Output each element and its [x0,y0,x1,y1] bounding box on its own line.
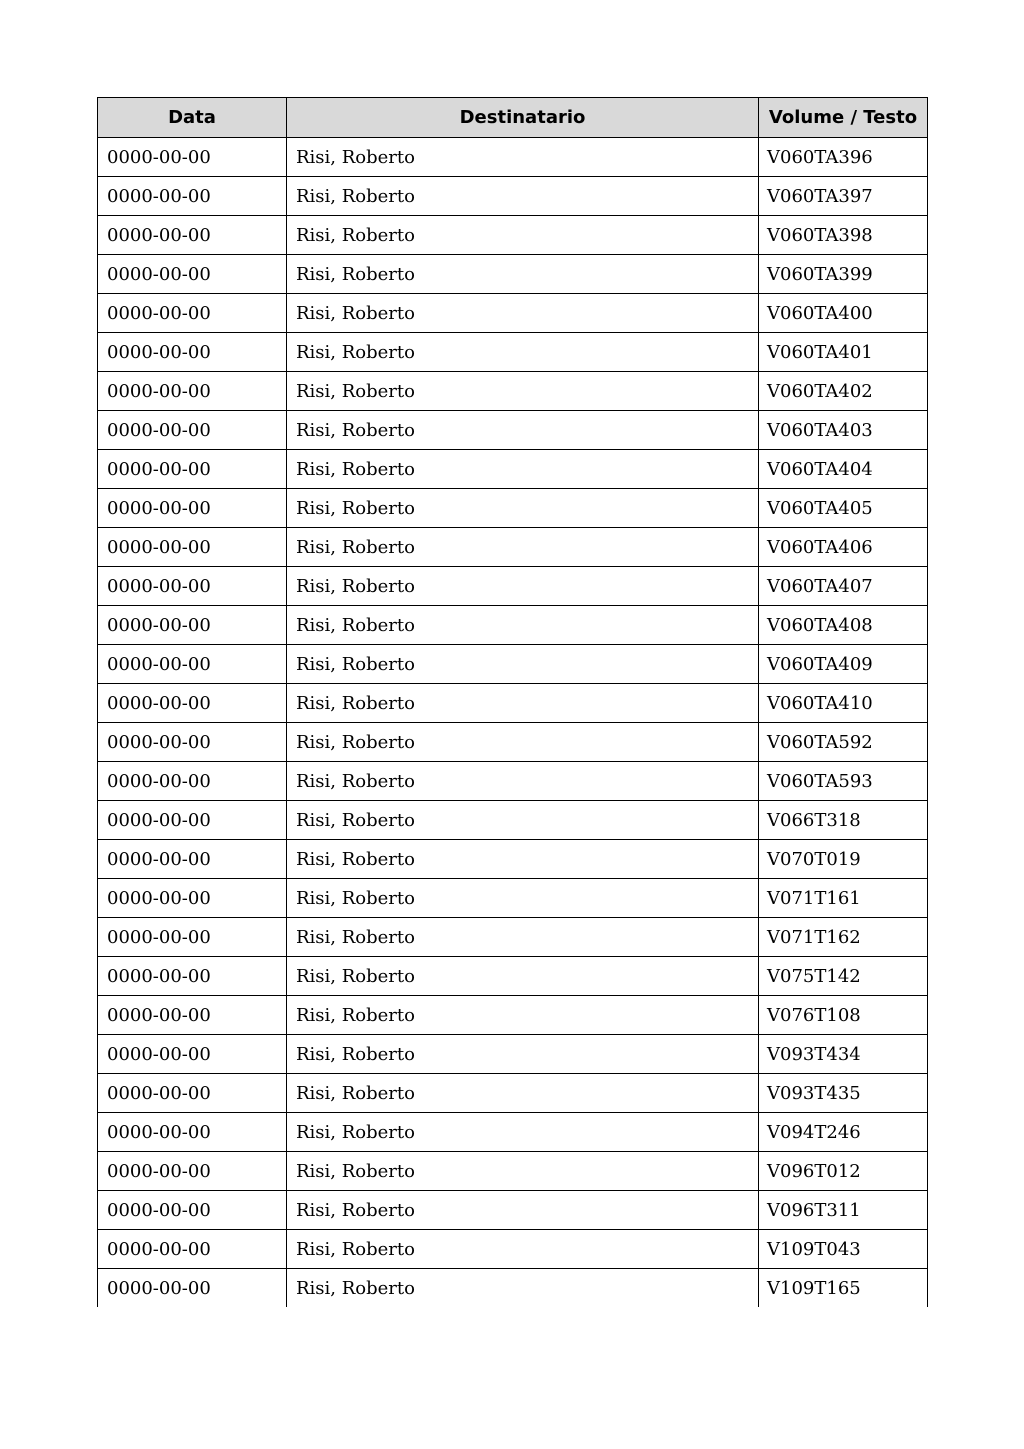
table-row [98,645,928,684]
table-row [98,762,928,801]
table-row [98,567,928,606]
cell-volume-testo: V076T108 [759,996,928,1035]
table-row [98,840,928,879]
cell-data: 0000-00-00 [98,1113,287,1152]
cell-destinatario: Risi, Roberto [287,489,759,528]
table-row [98,450,928,489]
cell-data: 0000-00-00 [98,177,287,216]
cell-data: 0000-00-00 [98,450,287,489]
cell-destinatario: Risi, Roberto [287,1269,759,1308]
cell-destinatario: Risi, Roberto [287,255,759,294]
cell-destinatario: Risi, Roberto [287,1152,759,1191]
cell-volume-testo: V109T043 [759,1230,928,1269]
cell-destinatario: Risi, Roberto [287,606,759,645]
table-row [98,1152,928,1191]
table-row [98,333,928,372]
cell-destinatario: Risi, Roberto [287,177,759,216]
cell-volume-testo: V060TA408 [759,606,928,645]
cell-data: 0000-00-00 [98,567,287,606]
table-row [98,138,928,177]
cell-volume-testo: V096T311 [759,1191,928,1230]
table-row [98,1074,928,1113]
cell-volume-testo: V060TA405 [759,489,928,528]
cell-destinatario: Risi, Roberto [287,1035,759,1074]
table-row [98,801,928,840]
cell-volume-testo: V071T162 [759,918,928,957]
table-row [98,957,928,996]
cell-data: 0000-00-00 [98,1269,287,1308]
cell-data: 0000-00-00 [98,606,287,645]
cell-data: 0000-00-00 [98,528,287,567]
cell-volume-testo: V060TA397 [759,177,928,216]
cell-data: 0000-00-00 [98,255,287,294]
cell-data: 0000-00-00 [98,879,287,918]
cell-data: 0000-00-00 [98,1074,287,1113]
cell-data: 0000-00-00 [98,762,287,801]
cell-data: 0000-00-00 [98,1152,287,1191]
cell-data: 0000-00-00 [98,489,287,528]
cell-volume-testo: V060TA406 [759,528,928,567]
cell-destinatario: Risi, Roberto [287,1230,759,1269]
table-row [98,1035,928,1074]
table-row [98,723,928,762]
cell-destinatario: Risi, Roberto [287,1113,759,1152]
cell-data: 0000-00-00 [98,216,287,255]
cell-destinatario: Risi, Roberto [287,762,759,801]
document-page [97,97,927,1307]
cell-data: 0000-00-00 [98,372,287,411]
cell-destinatario: Risi, Roberto [287,528,759,567]
table-row [98,372,928,411]
cell-destinatario: Risi, Roberto [287,138,759,177]
cell-data: 0000-00-00 [98,645,287,684]
cell-data: 0000-00-00 [98,1035,287,1074]
header-row [98,98,928,138]
cell-volume-testo: V060TA396 [759,138,928,177]
cell-destinatario: Risi, Roberto [287,918,759,957]
cell-destinatario: Risi, Roberto [287,567,759,606]
cell-volume-testo: V060TA400 [759,294,928,333]
cell-data: 0000-00-00 [98,801,287,840]
table-header [98,98,928,138]
cell-volume-testo: V060TA399 [759,255,928,294]
cell-destinatario: Risi, Roberto [287,957,759,996]
cell-data: 0000-00-00 [98,138,287,177]
table-row [98,879,928,918]
table-row [98,918,928,957]
cell-volume-testo: V060TA407 [759,567,928,606]
table-row [98,411,928,450]
cell-destinatario: Risi, Roberto [287,333,759,372]
cell-volume-testo: V060TA409 [759,645,928,684]
table-row [98,1191,928,1230]
cell-volume-testo: V060TA402 [759,372,928,411]
cell-destinatario: Risi, Roberto [287,411,759,450]
table-row [98,528,928,567]
cell-destinatario: Risi, Roberto [287,996,759,1035]
cell-data: 0000-00-00 [98,684,287,723]
table-row [98,606,928,645]
cell-destinatario: Risi, Roberto [287,1074,759,1113]
table-row [98,255,928,294]
cell-destinatario: Risi, Roberto [287,294,759,333]
letters-table [97,97,928,1307]
cell-volume-testo: V060TA398 [759,216,928,255]
cell-volume-testo: V094T246 [759,1113,928,1152]
cell-volume-testo: V060TA410 [759,684,928,723]
cell-data: 0000-00-00 [98,996,287,1035]
table-body [98,138,928,1308]
cell-destinatario: Risi, Roberto [287,372,759,411]
cell-volume-testo: V066T318 [759,801,928,840]
cell-volume-testo: V093T435 [759,1074,928,1113]
cell-data: 0000-00-00 [98,333,287,372]
table-row [98,294,928,333]
cell-destinatario: Risi, Roberto [287,1191,759,1230]
cell-volume-testo: V060TA401 [759,333,928,372]
cell-volume-testo: V060TA403 [759,411,928,450]
cell-volume-testo: V060TA592 [759,723,928,762]
cell-volume-testo: V093T434 [759,1035,928,1074]
cell-destinatario: Risi, Roberto [287,216,759,255]
cell-destinatario: Risi, Roberto [287,840,759,879]
cell-data: 0000-00-00 [98,1230,287,1269]
cell-volume-testo: V075T142 [759,957,928,996]
table-row [98,996,928,1035]
cell-volume-testo: V060TA593 [759,762,928,801]
cell-data: 0000-00-00 [98,918,287,957]
cell-volume-testo: V096T012 [759,1152,928,1191]
header-destinatario: Destinatario [287,98,759,138]
header-volume-testo: Volume / Testo [759,98,928,138]
table-row [98,177,928,216]
cell-destinatario: Risi, Roberto [287,450,759,489]
cell-destinatario: Risi, Roberto [287,645,759,684]
cell-volume-testo: V109T165 [759,1269,928,1308]
cell-data: 0000-00-00 [98,723,287,762]
cell-data: 0000-00-00 [98,411,287,450]
cell-destinatario: Risi, Roberto [287,801,759,840]
cell-data: 0000-00-00 [98,294,287,333]
cell-data: 0000-00-00 [98,840,287,879]
header-data: Data [98,98,287,138]
cell-destinatario: Risi, Roberto [287,879,759,918]
table-row [98,1230,928,1269]
cell-volume-testo: V070T019 [759,840,928,879]
table-row [98,216,928,255]
table-row [98,489,928,528]
cell-destinatario: Risi, Roberto [287,723,759,762]
cell-data: 0000-00-00 [98,957,287,996]
cell-destinatario: Risi, Roberto [287,684,759,723]
table-row [98,1269,928,1308]
cell-data: 0000-00-00 [98,1191,287,1230]
cell-volume-testo: V060TA404 [759,450,928,489]
table-row [98,684,928,723]
cell-volume-testo: V071T161 [759,879,928,918]
table-row [98,1113,928,1152]
